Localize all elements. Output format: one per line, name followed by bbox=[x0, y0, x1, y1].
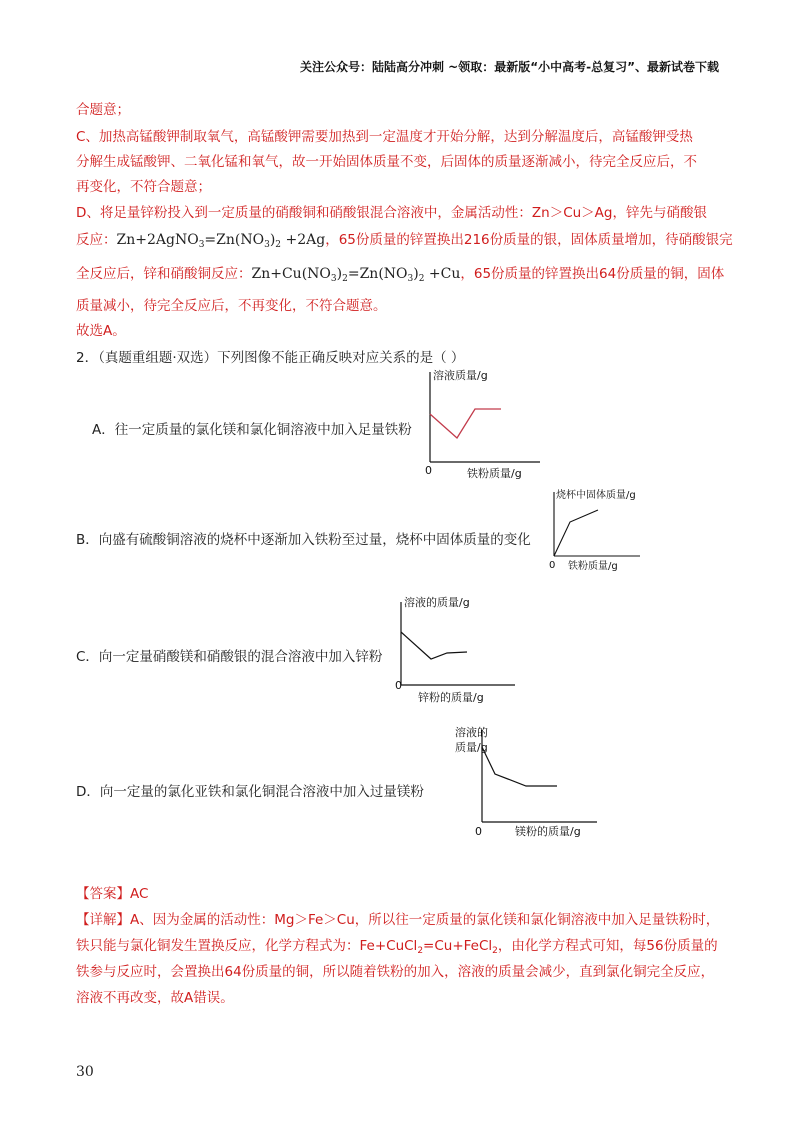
origin-label: 0 bbox=[425, 464, 432, 477]
option-b-text: B．向盛有硫酸铜溶液的烧杯中逐渐加入铁粉至过量，烧杯中固体质量的变化 bbox=[76, 532, 531, 548]
curve bbox=[401, 632, 467, 659]
option-c-text: C．向一定量硝酸镁和硝酸银的混合溶液中加入锌粉 bbox=[76, 649, 383, 665]
detail-line: 铁参与反应时，会置换出64份质量的铜，所以随着铁粉的加入，溶液的质量会减少，直到氯化铜完全反应， bbox=[76, 964, 715, 980]
curve bbox=[430, 409, 501, 438]
text-fragment: A、因为金属的活动性：Mg＞Fe＞Cu，所以往一定质量的氯化镁和氯化铜溶液中加入足量铁粉时， bbox=[130, 912, 720, 928]
x-axis-label: 锌粉的质量/g bbox=[418, 691, 484, 704]
page-header: 关注公众号：陆陆高分冲刺 ~领取：最新版“小中高考-总复习”、最新试卷下载 bbox=[300, 60, 719, 74]
option-d-explanation-line: D、将足量锌粉投入到一定质量的硝酸铜和硝酸银混合溶液中，金属活动性：Zn＞Cu＞Ag，锌先与硝酸银 bbox=[76, 205, 707, 221]
option-d-explanation-line: 质量减小，待完全反应后，不再变化，不符合题意。 bbox=[76, 298, 387, 314]
text-fragment: ，65份质量的锌置换出216份质量的银，固体质量增加，待硝酸银完 bbox=[325, 232, 733, 248]
option-d-graph bbox=[455, 722, 605, 844]
answer-label: 【答案】AC bbox=[76, 886, 149, 902]
text-fragment: 铁只能与氯化铜发生置换反应，化学方程式为：Fe+CuCl bbox=[76, 938, 418, 954]
curve bbox=[554, 510, 598, 556]
question-stem: 2．（真题重组题·双选）下列图像不能正确反映对应关系的是（ ） bbox=[76, 350, 465, 366]
text-fragment: ，65份质量的锌置换出64份质量的铜，固体 bbox=[460, 266, 725, 282]
x-axis-label: 铁粉质量/g bbox=[568, 561, 618, 572]
option-c-graph bbox=[385, 590, 525, 705]
option-c-explanation-line: 再变化，不符合题意； bbox=[76, 179, 211, 195]
option-b-graph bbox=[540, 484, 650, 574]
detail-label: 【详解】 bbox=[76, 912, 130, 928]
detail-line bbox=[76, 908, 719, 928]
option-d-explanation-line bbox=[76, 262, 724, 284]
equation-zn-cuno3: $Zn+Cu(NO_3)_2=Zn(NO_3)_2 +Cu$ bbox=[251, 266, 461, 284]
curve bbox=[482, 747, 557, 786]
option-a-text: A．往一定质量的氯化镁和氯化铜溶液中加入足量铁粉 bbox=[92, 422, 412, 438]
detail-line: 溶液不再改变，故A错误。 bbox=[76, 990, 234, 1006]
y-axis-label-line1: 溶液的 bbox=[455, 726, 488, 739]
prev-conclusion: 故选A。 bbox=[76, 323, 126, 339]
subscript: 2 bbox=[492, 946, 498, 956]
option-d-text: D．向一定量的氯化亚铁和氯化铜混合溶液中加入过量镁粉 bbox=[76, 784, 424, 800]
y-axis-label: 溶液的质量/g bbox=[404, 596, 470, 609]
origin-label: 0 bbox=[549, 560, 556, 571]
page-number: 30 bbox=[76, 1064, 94, 1080]
option-c-explanation-line: C、加热高锰酸钾制取氧气，高锰酸钾需要加热到一定温度才开始分解，达到分解温度后，高锰酸钾受热 bbox=[76, 129, 693, 145]
text-fragment: =Cu+FeCl bbox=[423, 938, 493, 954]
y-axis-label: 溶液质量/g bbox=[433, 369, 488, 382]
origin-label: 0 bbox=[475, 825, 482, 838]
x-axis-label: 镁粉的质量/g bbox=[515, 825, 581, 838]
option-a-graph bbox=[405, 362, 550, 484]
origin-label: 0 bbox=[395, 679, 402, 692]
y-axis-label-line2: 质量/g bbox=[455, 741, 488, 754]
prev-answer-line: 合题意； bbox=[76, 102, 130, 118]
subscript: 2 bbox=[417, 946, 424, 956]
y-axis-label: 烧杯中固体质量/g bbox=[556, 490, 636, 501]
option-d-explanation-line bbox=[76, 228, 733, 250]
text-fragment: ，由化学方程式可知，每56份质量的 bbox=[497, 938, 718, 954]
x-axis-label: 铁粉质量/g bbox=[467, 467, 522, 480]
equation-zn-agno3: $Zn+2AgNO_3=Zn(NO_3)_2 +2Ag$ bbox=[116, 232, 326, 250]
detail-line bbox=[76, 934, 718, 956]
text-fragment: 全反应后，锌和硝酸铜反应： bbox=[76, 266, 252, 282]
option-c-explanation-line: 分解生成锰酸钾、二氧化锰和氧气，故一开始固体质量不变，后固体的质量逐渐减小，待完全反应后，不 bbox=[76, 154, 697, 170]
text-fragment: 反应： bbox=[76, 232, 117, 248]
